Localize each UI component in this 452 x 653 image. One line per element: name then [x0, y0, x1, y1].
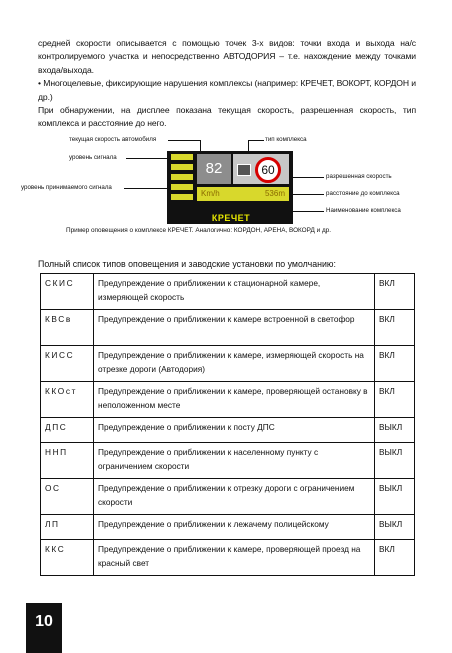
pointer-line	[292, 211, 324, 212]
table-row	[41, 418, 415, 443]
complex-name-readout: КРЕЧЕТ	[173, 212, 289, 224]
alert-code: КВСв	[41, 310, 94, 346]
complex-type-box	[233, 154, 289, 184]
info-bar	[197, 187, 289, 201]
label-complex-type: тип комплекса	[265, 136, 307, 143]
table-row	[41, 310, 415, 346]
label-signal-level: уровень сигнала	[69, 154, 117, 161]
signal-bar	[171, 184, 193, 190]
display-screen	[197, 154, 289, 211]
alert-code: СКИС	[41, 274, 94, 310]
alert-code: ДПС	[41, 418, 94, 443]
alert-types-table	[40, 273, 415, 576]
alert-description: Предупреждение о приближении к отрезку дороги с ограничением скорости	[94, 479, 375, 515]
table-row	[41, 443, 415, 479]
table-row	[41, 346, 415, 382]
table-row	[41, 382, 415, 418]
table-row	[41, 515, 415, 540]
alert-default: ВКЛ	[375, 382, 415, 418]
signal-bar	[171, 154, 193, 160]
intro-paragraph-3: При обнаружении, на дисплее показана текущая скорость, разрешенная скорость, тип комплекса и расстояние до него.	[38, 105, 416, 129]
signal-bars	[171, 154, 193, 211]
pointer-line	[292, 177, 324, 178]
alert-default: ВЫКЛ	[375, 515, 415, 540]
intro-paragraph-2: • Многоцелевые, фиксирующие нарушения комплексы (например: КРЕЧЕТ, ВОКОРТ, КОРДОН и др.)	[38, 78, 416, 102]
speed-limit-sign: 60	[255, 157, 281, 183]
figure-caption: Пример оповещения о комплексе КРЕЧЕТ. Аналогично: КОРДОН, АРЕНА, ВОКОРД и др.	[66, 227, 331, 234]
display-figure	[0, 128, 452, 238]
alert-description: Предупреждение о приближении к камере, измеряющей скорость на отрезке дороги (Автодория)	[94, 346, 375, 382]
alert-description: Предупреждение о приближении к населенному пункту с ограничением скорости	[94, 443, 375, 479]
alert-default: ВЫКЛ	[375, 418, 415, 443]
pointer-line	[292, 194, 324, 195]
alert-description: Предупреждение о приближении к посту ДПС	[94, 418, 375, 443]
alert-code: ККС	[41, 540, 94, 576]
signal-bar	[171, 174, 193, 180]
label-complex-name: Наименование комплекса	[326, 207, 401, 214]
signal-bar	[171, 194, 193, 200]
table-row	[41, 479, 415, 515]
alert-code: КИСС	[41, 346, 94, 382]
alert-description: Предупреждение о приближении к камере встроенной в светофор	[94, 310, 375, 346]
signal-bar	[171, 164, 193, 170]
alert-code: ЛП	[41, 515, 94, 540]
speed-unit: Km/h	[201, 189, 220, 198]
table-row	[41, 540, 415, 576]
label-received-signal: уровень принимаемого сигнала	[21, 184, 112, 191]
label-current-speed: текущая скорость автомобиля	[69, 136, 157, 143]
section-heading: Полный список типов оповещения и заводские установки по умолчанию:	[38, 259, 336, 269]
alert-default: ВКЛ	[375, 310, 415, 346]
alert-default: ВКЛ	[375, 346, 415, 382]
page-number: 10	[26, 603, 62, 653]
table-row	[41, 274, 415, 310]
alert-default: ВКЛ	[375, 274, 415, 310]
alert-description: Предупреждение о приближении к камере, проверяющей остановку в неположенном месте	[94, 382, 375, 418]
alert-description: Предупреждение о приближении к стационарной камере, измеряющей скорость	[94, 274, 375, 310]
alert-default: ВКЛ	[375, 540, 415, 576]
alert-code: ННП	[41, 443, 94, 479]
radar-display	[167, 151, 293, 224]
current-speed-readout: 82	[197, 154, 231, 184]
alert-default: ВЫКЛ	[375, 479, 415, 515]
distance-readout: 536m	[264, 189, 285, 198]
pointer-line	[248, 140, 264, 141]
alert-description: Предупреждение о приближении к лежачему полицейскому	[94, 515, 375, 540]
label-distance: расстояние до комплекса	[326, 190, 400, 197]
alert-default: ВЫКЛ	[375, 443, 415, 479]
label-allowed-speed: разрешенная скорость	[326, 173, 392, 180]
intro-paragraph-1: средней скорости описывается с помощью точек 3-х видов: точки входа и выхода на/с контролируемого участка и непосредственно АВТОДОРИЯ – т.е. нахождение между точками входа/выхода.	[38, 38, 416, 75]
pointer-line	[168, 140, 200, 141]
intro-text	[38, 37, 416, 131]
alert-code: ОС	[41, 479, 94, 515]
alert-description: Предупреждение о приближении к камере, проверяющей проезд на красный свет	[94, 540, 375, 576]
camera-icon	[237, 164, 251, 176]
alert-code: ККОст	[41, 382, 94, 418]
